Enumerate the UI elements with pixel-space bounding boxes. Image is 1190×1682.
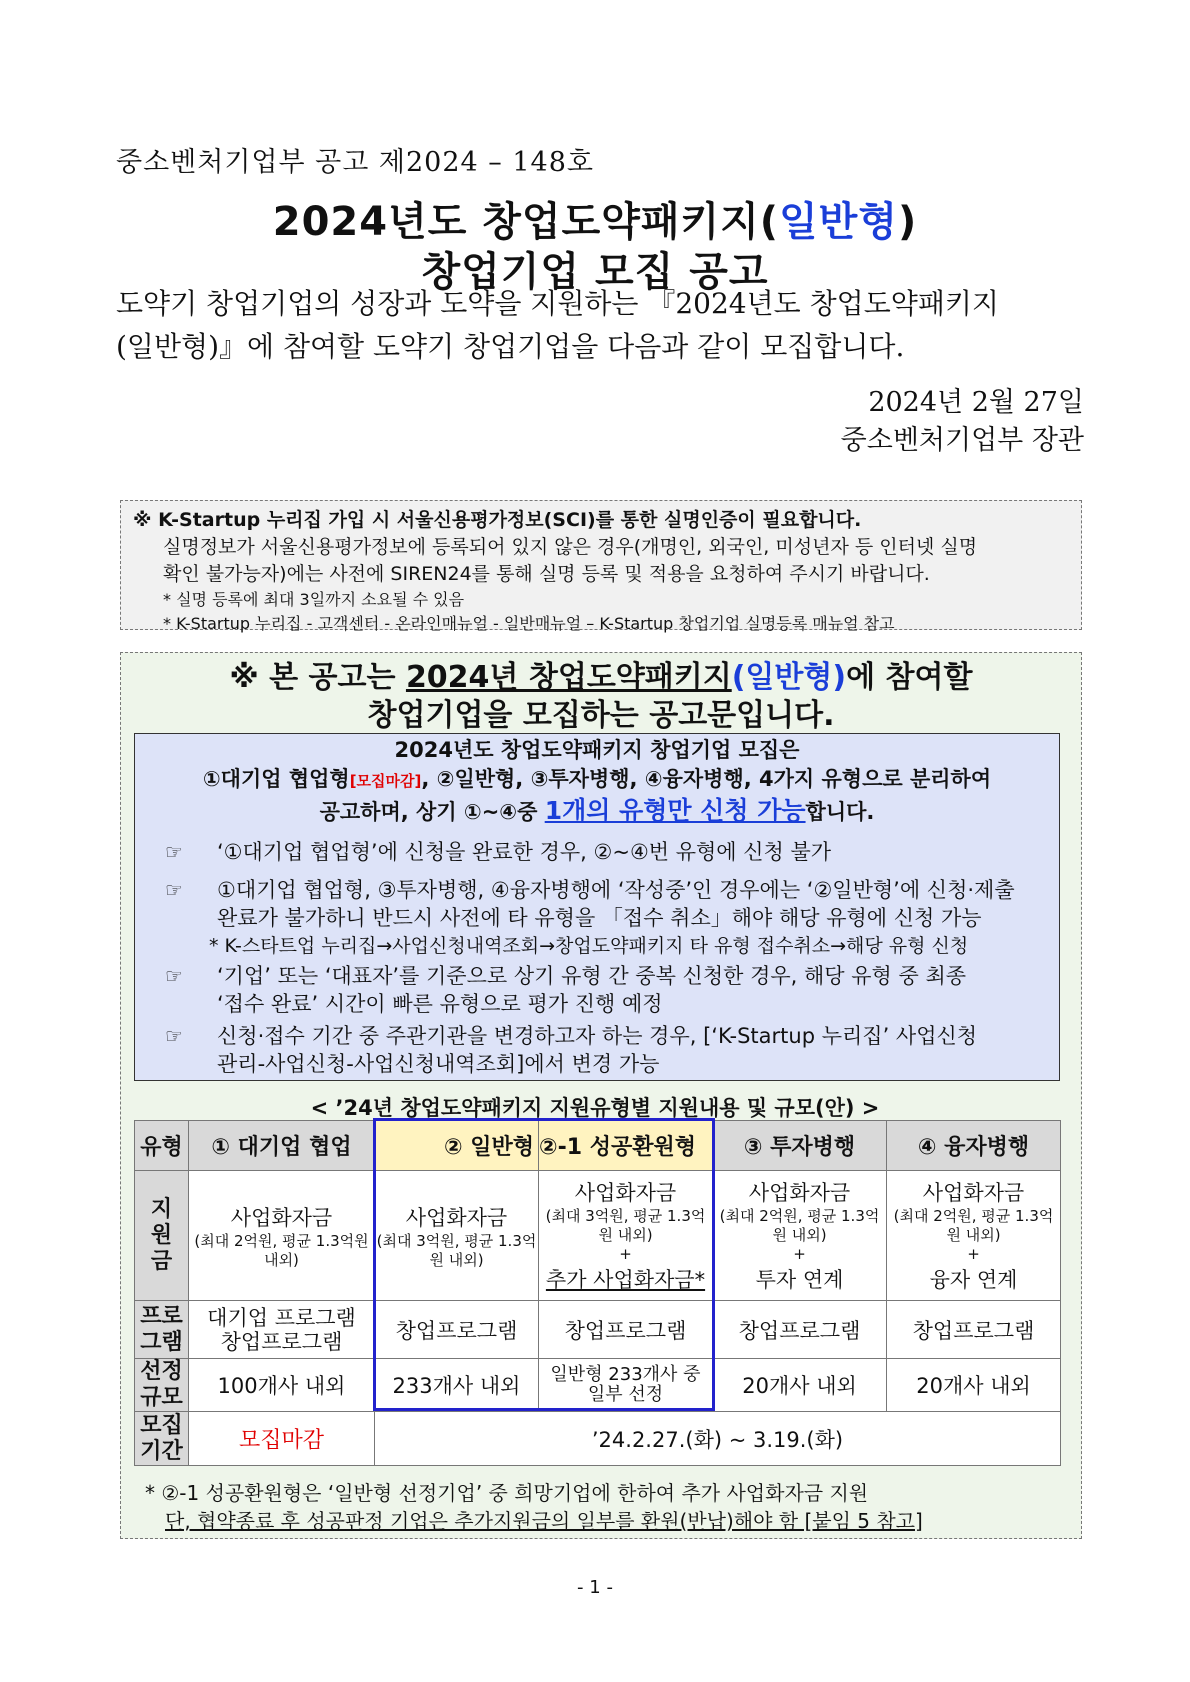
scale-cell-2: 233개사 내외	[375, 1359, 539, 1412]
bullet-2	[165, 876, 1045, 960]
pointing-hand-icon: ☞	[165, 1024, 183, 1048]
fund-extra: 융자 연계	[929, 1268, 1018, 1292]
fund-cell-2	[375, 1171, 539, 1301]
box2-head-blue: (일반형)	[731, 660, 847, 695]
inner-head-1: 2024년도 창업도약패키지 창업기업 모집은	[394, 738, 800, 762]
fund-sub: (최대 2억원, 평균 1.3억원 내외)	[893, 1207, 1054, 1244]
box2-head-underline: 2024년 창업도약패키지	[405, 660, 732, 695]
page-number: - 1 -	[577, 1577, 613, 1598]
row-label-program-text: 프로그램	[140, 1303, 183, 1355]
one-type-only-highlight: 1개의 유형만 신청 가능	[544, 796, 806, 825]
footnote-line2: 단, 협약종료 후 성공판정 기업은 추가지원금의 일부를 환원(반납)해야 함 [붙임 5 참고]	[165, 1509, 923, 1533]
period-closed: 모집마감	[189, 1412, 375, 1466]
program-cell-1	[189, 1301, 375, 1359]
header-corporate: ① 대기업 협업	[189, 1121, 375, 1171]
pointing-hand-icon: ☞	[165, 964, 183, 988]
program-text: 대기업 프로그램 창업프로그램	[207, 1305, 356, 1354]
bullet-3-line1: ‘기업’ 또는 ‘대표자’를 기준으로 상기 유형 간 중복 신청한 경우, 해당 유형 중 최종	[217, 964, 967, 988]
table-row-period	[135, 1412, 1061, 1466]
footnote-line1: * ②-1 성공환원형은 ‘일반형 선정기업’ 중 희망기업에 한하여 추가 사업화자금 지원	[145, 1481, 869, 1505]
period-range: ’24.2.27.(화) ~ 3.19.(화)	[375, 1412, 1061, 1466]
bullet-4	[165, 1022, 1045, 1078]
scale-cell-5: 20개사 내외	[887, 1359, 1061, 1412]
fund-cell-4	[713, 1171, 887, 1301]
bullet-2-line1: ①대기업 협업형, ③투자병행, ④융자병행에 ‘작성중’인 경우에는 ‘②일반형’에 신청·제출	[217, 878, 1015, 902]
row-label-fund-text: 지원금	[150, 1196, 173, 1274]
closed-badge: [모집마감]	[349, 772, 422, 790]
fund-sub: (최대 2억원, 평균 1.3억원 내외)	[194, 1231, 369, 1269]
pointing-hand-icon: ☞	[165, 878, 183, 902]
intro-line2: (일반형)』에 참여할 도약기 창업기업을 다음과 같이 모집합니다.	[116, 330, 905, 363]
box1-note2: * K-Startup 누리집 - 고객센터 - 온라인매뉴얼 - 일반매뉴얼 – K-Startup 창업기업 실명등록 매뉴얼 참고	[163, 614, 895, 633]
program-cell-4: 창업프로그램	[713, 1301, 887, 1359]
scale-cell-4: 20개사 내외	[713, 1359, 887, 1412]
intro-line1: 도약기 창업기업의 성장과 도약을 지원하는 『2024년도 창업도약패키지	[116, 287, 999, 320]
row-label-period	[135, 1412, 189, 1466]
page-title-line2: 창업기업 모집 공고	[421, 249, 769, 295]
table-header-row	[135, 1121, 1061, 1171]
support-type-table	[134, 1120, 1061, 1466]
program-cell-3: 창업프로그램	[539, 1301, 713, 1359]
recruit-type-box	[134, 733, 1060, 1081]
bullet-3-line2: ‘접수 완료’ 시간이 빠른 유형으로 평가 진행 예정	[217, 992, 663, 1016]
box2-heading-line1	[121, 659, 1081, 697]
bullet-1	[165, 838, 1045, 866]
fund-cell-1	[189, 1171, 375, 1301]
fund-extra: 추가 사업화자금*	[545, 1268, 706, 1292]
header-type: 유형	[135, 1121, 189, 1171]
announcement-date: 2024년 2월 27일	[868, 387, 1084, 418]
table-caption: < ’24년 창업도약패키지 지원유형별 지원내용 및 규모(안) >	[310, 1096, 880, 1120]
fund-plus: +	[619, 1245, 632, 1263]
row-label-scale	[135, 1359, 189, 1412]
table-footnote	[145, 1479, 1065, 1535]
bullet-4-line1: 신청·접수 기간 중 주관기관을 변경하고자 하는 경우, [‘K-Startup 누리집’ 사업신청	[217, 1024, 978, 1048]
bullet-2-note: * K-스타트업 누리집→사업신청내역조회→창업도약패키지 타 유형 접수취소→해당 유형 신청	[209, 935, 969, 957]
fund-main: 사업화자금	[748, 1181, 851, 1205]
pointing-hand-icon: ☞	[165, 840, 183, 864]
row-label-period-text: 모집기간	[140, 1412, 183, 1464]
page-title	[0, 190, 1190, 247]
fund-main: 사업화자금	[922, 1181, 1025, 1205]
table-row-fund	[135, 1171, 1061, 1301]
bullet-3	[165, 962, 1045, 1018]
title-line1-pre: 2024년도 창업도약패키지(	[272, 199, 780, 245]
header-success-return: ②-1 성공환원형	[539, 1121, 713, 1171]
box1-line3: 확인 불가능자)에는 사전에 SIREN24를 통해 실명 등록 및 적용을 요청하여 주시기 바랍니다.	[163, 563, 930, 585]
program-cell-2: 창업프로그램	[375, 1301, 539, 1359]
header-loan: ④ 융자병행	[887, 1121, 1061, 1171]
inner-head-2b: , ②일반형, ③투자병행, ④융자병행, 4가지 유형으로 분리하여	[421, 767, 992, 791]
inner-head-2	[135, 765, 1059, 796]
table-row-scale	[135, 1359, 1061, 1412]
header-investment: ③ 투자병행	[713, 1121, 887, 1171]
inner-head-2a: ①대기업 협업형	[202, 767, 350, 791]
inner-head-3	[135, 796, 1059, 827]
box2-heading-line2: 창업기업을 모집하는 공고문입니다.	[367, 698, 835, 733]
title-line1-blue: 일반형	[779, 199, 898, 245]
scale-cell-3	[539, 1359, 713, 1412]
row-label-program	[135, 1301, 189, 1359]
box1-line2: 실명정보가 서울신용평가정보에 등록되어 있지 않은 경우(개명인, 외국인, 미성년자 등 인터넷 실명	[163, 536, 978, 558]
fund-sub: (최대 2억원, 평균 1.3억원 내외)	[719, 1207, 880, 1244]
fund-cell-5	[887, 1171, 1061, 1301]
program-cell-5: 창업프로그램	[887, 1301, 1061, 1359]
bullet-1-text: ‘①대기업 협업형’에 신청을 완료한 경우, ②~④번 유형에 신청 불가	[217, 840, 832, 864]
bullet-4-line2: 관리-사업신청-사업신청내역조회]에서 변경 가능	[217, 1052, 660, 1076]
fund-cell-3	[539, 1171, 713, 1301]
notice-number: 중소벤처기업부 공고 제2024 – 148호	[116, 147, 594, 178]
scale-cell-1: 100개사 내외	[189, 1359, 375, 1412]
fund-main: 사업화자금	[574, 1181, 677, 1205]
row-label-scale-text: 선정규모	[140, 1359, 183, 1410]
inner-head-3a: 공고하며, 상기 ①~④중	[319, 800, 545, 824]
intro-paragraph	[116, 282, 1086, 368]
inner-head-3b: 합니다.	[805, 800, 875, 824]
realname-notice-box	[120, 500, 1082, 633]
box1-note1: * 실명 등록에 최대 3일까지 소요될 수 있음	[163, 590, 465, 609]
row-label-fund	[135, 1171, 189, 1301]
box1-line1: ※ K-Startup 누리집 가입 시 서울신용평가정보(SCI)를 통한 실명인증이 필요합니다.	[133, 509, 862, 531]
fund-plus: +	[967, 1245, 980, 1263]
fund-main: 사업화자금	[230, 1205, 333, 1230]
box2-head-post: 에 참여할	[846, 660, 973, 695]
header-general: ② 일반형	[375, 1121, 539, 1171]
bullet-2-line2: 완료가 불가하니 반드시 사전에 타 유형을 「접수 취소」해야 해당 유형에 신청 가능	[217, 906, 982, 930]
table-row-program	[135, 1301, 1061, 1359]
title-line1-post: )	[897, 199, 918, 245]
fund-plus: +	[793, 1245, 806, 1263]
fund-sub: (최대 3억원, 평균 1.3억원 내외)	[376, 1231, 537, 1269]
box2-head-pre: ※ 본 공고는	[229, 660, 406, 695]
fund-extra: 투자 연계	[755, 1268, 844, 1292]
issuer: 중소벤처기업부 장관	[840, 425, 1084, 456]
scale-cell-3-text: 일반형 233개사 중 일부 선정	[550, 1364, 701, 1405]
fund-main: 사업화자금	[405, 1205, 508, 1230]
fund-sub: (최대 3억원, 평균 1.3억원 내외)	[545, 1207, 706, 1244]
